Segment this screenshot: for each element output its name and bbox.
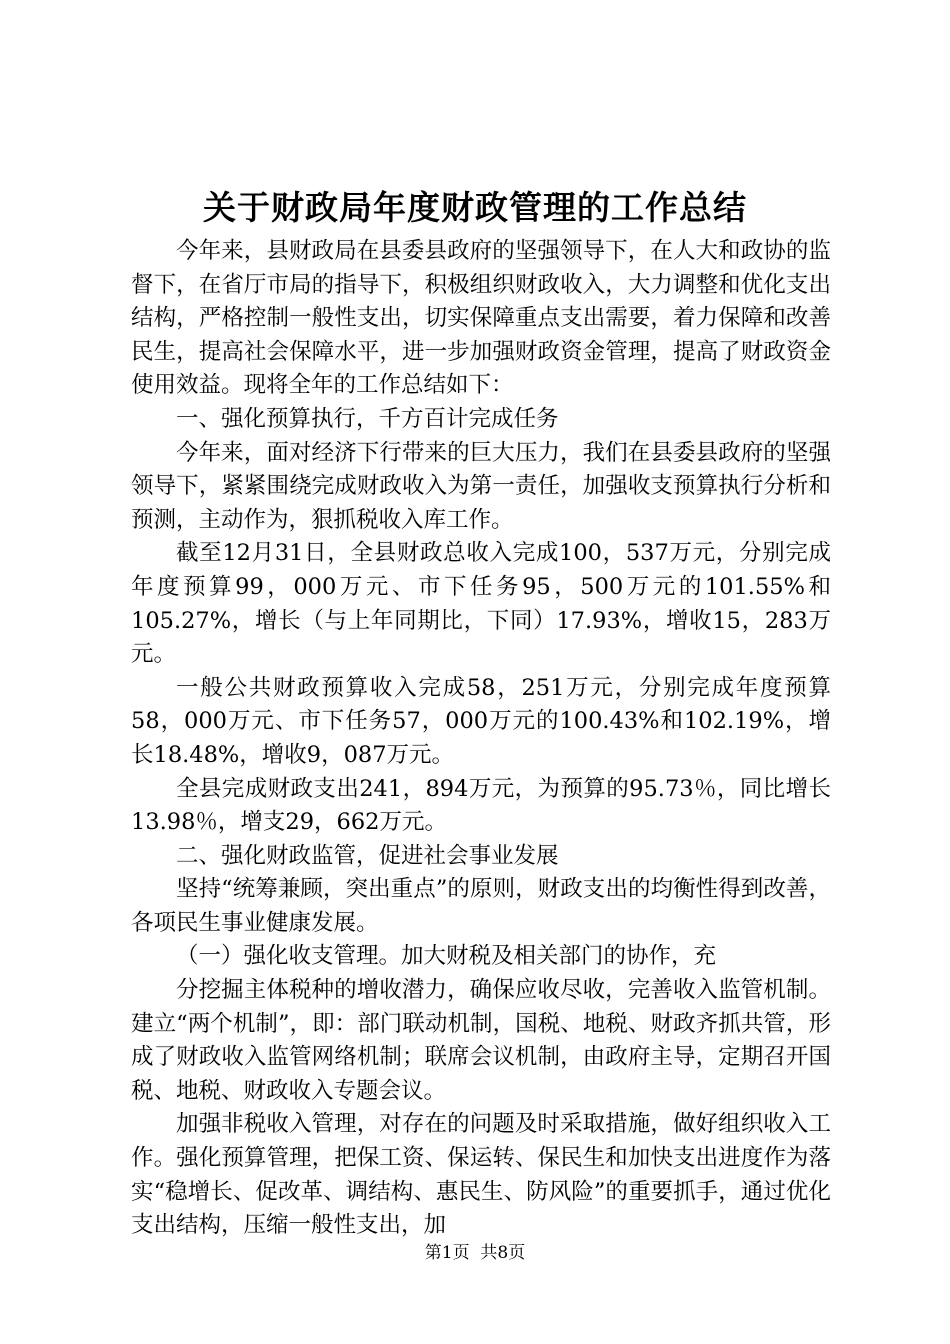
paragraph: 今年来，面对经济下行带来的巨大压力，我们在县委县政府的坚强领导下，紧紧围绕完成财政收入为第一责任，加强收支预算执行分析和预测，主动作为，狠抓税收入库工作。 [131, 439, 831, 533]
section-heading-2: 二、强化财政监管，促进社会事业发展 [176, 842, 559, 869]
subsection-heading-1: （一）强化收支管理。加大财税及相关部门的协作，充 [176, 943, 717, 970]
document-body [131, 235, 831, 1243]
page-number-footer: 第1页 共8页 [424, 1243, 526, 1263]
paragraph: 坚持“统筹兼顾，突出重点”的原则，财政支出的均衡性得到改善，各项民生事业健康发展。 [131, 876, 831, 936]
paragraph: 分挖掘主体税种的增收潜力，确保应收尽收，完善收入监管机制。建立“两个机制”，即：部门联动机制，国税、地税、财政齐抓共管，形成了财政收入监管网络机制；联席会议机制，由政府主导，定期召开国税、地税、财政收入专题会议。 [131, 977, 831, 1104]
section-heading-1: 一、强化预算执行，千方百计完成任务 [176, 405, 559, 432]
paragraph-intro: 今年来，县财政局在县委县政府的坚强领导下，在人大和政协的监督下，在省厅市局的指导下，积极组织财政收入，大力调整和优化支出结构，严格控制一般性支出，切实保障重点支出需要，着力保障和改善民生，提高社会保障水平，进一步加强财政资金管理，提高了财政资金使用效益。现将全年的工作总结如下： [131, 238, 831, 399]
paragraph: 一般公共财政预算收入完成58，251万元，分别完成年度预算58，000万元、市下任务57，000万元的100.43%和102.19%，增长18.48%，增收9，087万元。 [131, 674, 831, 768]
paragraph: 加强非税收入管理，对存在的问题及时采取措施，做好组织收入工作。强化预算管理，把保工资、保运转、保民生和加快支出进度作为落实“稳增长、促改革、调结构、惠民生、防风险”的重要抓手，通过优化支出结构，压缩一般性支出，加 [131, 1111, 831, 1239]
paragraph: 截至12月31日，全县财政总收入完成100，537万元，分别完成年度预算99，000万元、市下任务95，500万元的101.55%和105.27%，增长（与上年同期比，下同）17.93%，增收15，283万元。 [131, 540, 831, 668]
paragraph: 全县完成财政支出241，894万元，为预算的95.73％，同比增长13.98％，增支29，662万元。 [131, 775, 831, 836]
document-title: 关于财政局年度财政管理的工作总结 [203, 188, 747, 227]
